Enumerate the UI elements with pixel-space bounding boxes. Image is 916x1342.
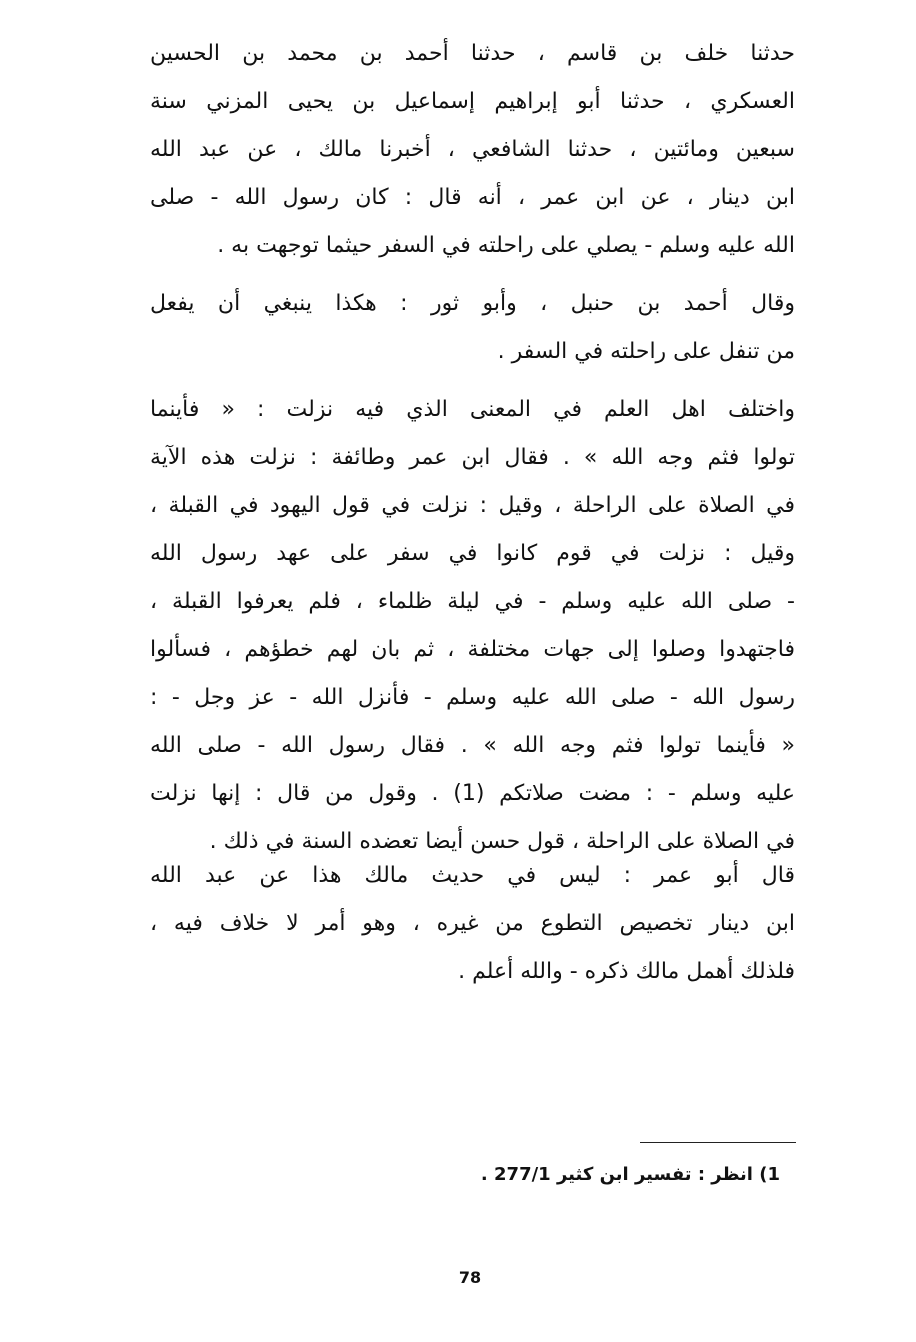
text-line: وقيل : نزلت في قوم كانوا في سفر على عهد رسول الله (150, 541, 795, 566)
page-number: 78 (458, 1268, 482, 1287)
text-line: ابن دينار تخصيص التطوع من غيره ، وهو أمر لا خلاف فيه ، (150, 911, 795, 936)
text-line: وقال أحمد بن حنبل ، وأبو ثور : هكذا ينبغي أن يفعل (150, 291, 795, 316)
paragraph-abu-umar (150, 852, 795, 996)
paragraph-scholars-differ (150, 386, 795, 866)
text-line: ابن دينار ، عن ابن عمر ، أنه قال : كان رسول الله - صلى (150, 185, 795, 210)
footnote-divider (640, 1142, 796, 1143)
text-line: واختلف اهل العلم في المعنى الذي فيه نزلت : « فأينما (150, 397, 795, 422)
text-line: عليه وسلم - : مضت صلاتكم (1) . وقول من قال : إنها نزلت (150, 781, 795, 806)
text-line: « فأينما تولوا فثم وجه الله » . فقال رسول الله - صلى الله (150, 733, 795, 758)
text-line: فاجتهدوا وصلوا إلى جهات مختلفة ، ثم بان لهم خطؤهم ، فسألوا (150, 637, 795, 662)
text-line: في الصلاة على الراحلة ، وقيل : نزلت في قول اليهود في القبلة ، (150, 493, 795, 518)
text-line: العسكري ، حدثنا أبو إبراهيم إسماعيل بن يحيى المزني سنة (150, 89, 795, 114)
text-line: قال أبو عمر : ليس في حديث مالك هذا عن عبد الله (150, 863, 795, 888)
paragraph-ahmad-ibn-hanbal (150, 280, 795, 376)
text-line: في الصلاة على الراحلة ، قول حسن أيضا تعضده السنة في ذلك . (209, 829, 795, 854)
footnote-text: انظر : تفسير ابن كثير 277/1 . (480, 1164, 753, 1185)
text-line: سبعين ومائتين ، حدثنا الشافعي ، أخبرنا مالك ، عن عبد الله (150, 137, 795, 162)
text-line: حدثنا خلف بن قاسم ، حدثنا أحمد بن محمد بن الحسين (150, 41, 795, 66)
text-line: تولوا فثم وجه الله » . فقال ابن عمر وطائفة : نزلت هذه الآية (150, 445, 795, 470)
text-line: فلذلك أهمل مالك ذكره - والله أعلم . (458, 959, 795, 984)
paragraph-hadith-chain (150, 30, 795, 270)
text-line: من تنفل على راحلته في السفر . (497, 339, 795, 364)
text-line: - صلى الله عليه وسلم - في ليلة ظلماء ، فلم يعرفوا القبلة ، (150, 589, 795, 614)
text-line: رسول الله - صلى الله عليه وسلم - فأنزل الله - عز وجل - : (150, 685, 795, 710)
footnote-marker: 1) (759, 1164, 780, 1185)
text-line: الله عليه وسلم - يصلي على راحلته في السفر حيثما توجهت به . (217, 233, 795, 258)
footnote (380, 1160, 780, 1190)
